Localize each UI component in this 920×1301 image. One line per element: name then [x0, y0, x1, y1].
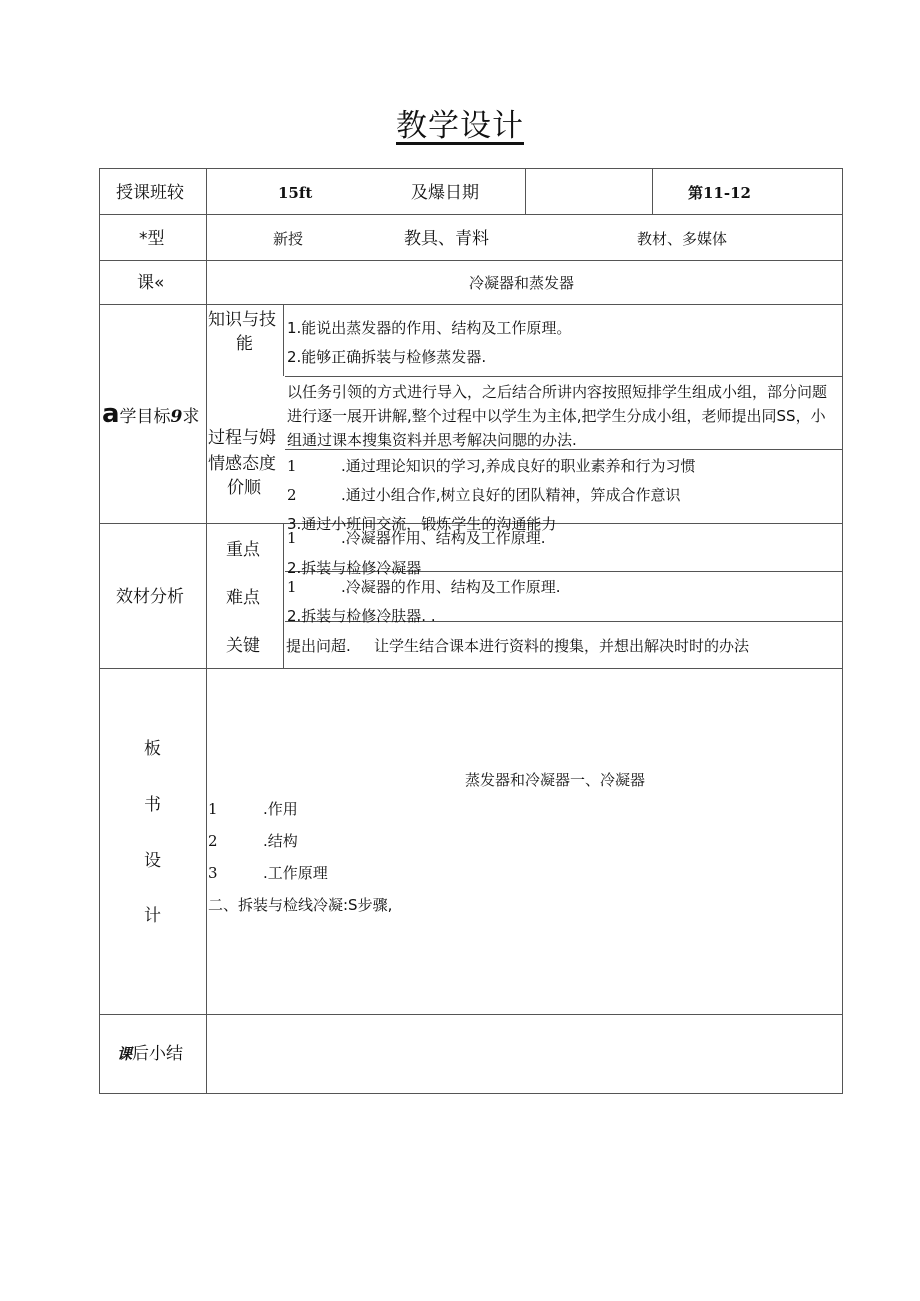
- board-label-char: 设: [144, 851, 161, 871]
- period-value: 第11-12: [688, 184, 751, 202]
- emotion-item-text: .通过小组合作,树立良好的团队精神，笄成合作意识: [341, 486, 681, 504]
- board-item-text: .作用: [263, 800, 298, 818]
- objectives-label: a学目标9求: [102, 399, 200, 429]
- crux-text: 提出问超.: [286, 637, 351, 655]
- knowledge-label: 知识与技: [208, 310, 276, 330]
- summary-label: 课后小结: [117, 1044, 184, 1064]
- emotion-label: 情感态度: [208, 454, 276, 474]
- materials-label: 教具、青料: [404, 229, 489, 249]
- knowledge-item: 2.能够正确拆装与检修蒸发器.: [287, 348, 487, 366]
- difficult-item-cut: 2.拆装与检修冷肤器. .: [287, 607, 436, 625]
- board-section-two: 二、拆装与检线冷凝:S步骤,: [208, 896, 393, 914]
- board-label-char: 计: [144, 906, 161, 926]
- type-label: *型: [139, 229, 165, 249]
- topic-label: 课«: [137, 273, 165, 293]
- board-heading: 蒸发器和冷凝器一、冷凝器: [465, 771, 646, 789]
- board-item-number: 3: [208, 864, 218, 882]
- difficult-label: 难点: [226, 588, 260, 608]
- key-label: 重点: [226, 540, 260, 560]
- emotion-item-text: .通过理论知识的学习,养成良好的职业素养和行为习惯: [341, 457, 696, 475]
- class-label: 授课班较: [116, 183, 184, 203]
- board-item-text: .结构: [263, 832, 298, 850]
- board-item-number: 1: [208, 800, 218, 818]
- topic-value: 冷凝器和蒸发器: [469, 274, 575, 292]
- difficult-item-text: .冷凝器的作用、结构及工作原理.: [341, 578, 561, 596]
- board-label-char: 板: [144, 739, 161, 759]
- process-label: 过程与姆: [208, 428, 276, 448]
- type-value: 新授: [273, 230, 304, 248]
- difficult-item-number: 1: [287, 578, 297, 596]
- process-line: 组通过课本搜集资料并思考解决问腮的办法.: [287, 431, 577, 449]
- board-item-text: .工作原理: [263, 864, 328, 882]
- knowledge-item: 1.能说出蒸发器的作用、结构及工作原理。: [287, 319, 572, 337]
- crux-label: 关键: [226, 636, 260, 656]
- key-item-text: .冷凝器作用、结构及工作原理.: [341, 529, 546, 547]
- board-item-number: 2: [208, 832, 218, 850]
- emotion-item-number: 2: [287, 486, 297, 504]
- analysis-label: 效材分析: [116, 587, 184, 607]
- key-item-cut: 2.拆装与检修冷凝器: [287, 559, 422, 577]
- process-line: 进行逐一展开讲解,整个过程中以学生为主体,把学生分成小组，老师提出同SS，小: [287, 407, 826, 425]
- process-line: 以任务引领的方式进行导入，之后结合所讲内容按照短排学生组成小组，部分问题: [287, 383, 828, 401]
- board-label-char: 书: [144, 795, 161, 815]
- crux-text: 让学生结合课本进行资料的搜集，并想出解决时时的办法: [374, 637, 750, 655]
- knowledge-label-2: 能: [236, 334, 253, 354]
- date-label: 及爆日期: [411, 183, 479, 203]
- emotion-item-number: 1: [287, 457, 297, 475]
- key-item-number: 1: [287, 529, 297, 547]
- class-value: 15ft: [278, 184, 313, 202]
- emotion-label-2: 价顺: [227, 478, 261, 498]
- emotion-item-cut: 3.通过小班间交流，锻炼学生的沟通能力: [287, 515, 557, 533]
- materials-value: 教材、多媒体: [637, 230, 728, 248]
- document-title: 教学设计: [396, 108, 524, 144]
